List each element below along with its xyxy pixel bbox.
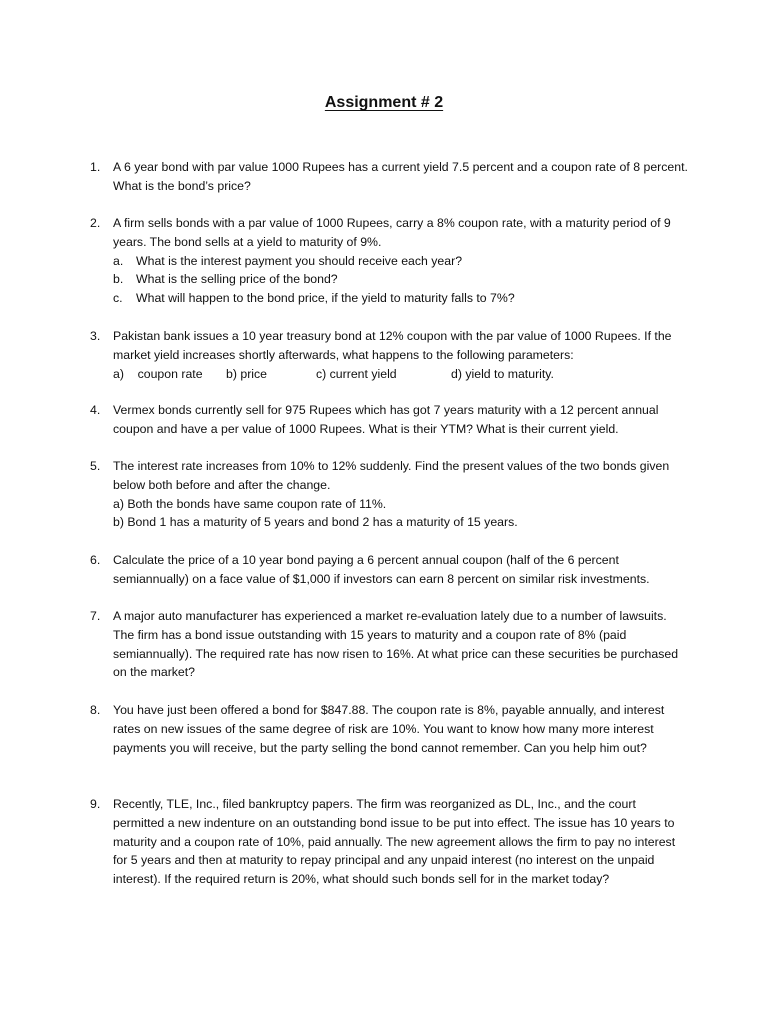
- question-number: 2.: [90, 216, 101, 230]
- question-number: 5.: [90, 459, 101, 473]
- question-body: [113, 457, 690, 532]
- options-row: [113, 365, 690, 384]
- question-7: [90, 607, 690, 682]
- question-number: 7.: [90, 609, 101, 623]
- question-text: The interest rate increases from 10% to 12% suddenly. Find the present values of the two bonds given below both before and after the change.: [113, 459, 670, 492]
- sub-question-a: [113, 252, 690, 271]
- question-line-a: a) Both the bonds have same coupon rate of 11%.: [113, 496, 387, 511]
- sub-question-text: What is the interest payment you should receive each year?: [136, 253, 463, 268]
- sub-question-letter: b.: [113, 272, 124, 287]
- question-5: [90, 457, 690, 532]
- question-9: [90, 795, 690, 889]
- question-number: 4.: [90, 403, 101, 417]
- question-line-b: b) Bond 1 has a maturity of 5 years and bond 2 has a maturity of 15 years.: [113, 515, 518, 530]
- question-number: 6.: [90, 553, 101, 567]
- question-text: Pakistan bank issues a 10 year treasury bond at 12% coupon with the par value of 1000 Rupees. If the market yield increases shortly afterwards, what happens to the following parameters:: [113, 329, 672, 362]
- question-3: [90, 327, 690, 383]
- question-text: You have just been offered a bond for $847.88. The coupon rate is 8%, payable annually, and interest rates on new issues of the same degree of risk are 10%. You want to know how many more interest payments you will receive, but the party selling the bond cannot remember. Can you help him out?: [113, 703, 665, 755]
- question-number: 9.: [90, 797, 101, 811]
- sub-question-text: What is the selling price of the bond?: [136, 272, 338, 287]
- question-text: A major auto manufacturer has experienced a market re-evaluation lately due to a number of lawsuits. The firm has a bond issue outstanding with 15 years to maturity and a coupon rate of 8% (paid semiannually). The required rate has now risen to 16%. At what price can these securities be purchased on the market?: [113, 609, 679, 680]
- sub-question-c: [113, 289, 690, 308]
- question-2: [90, 214, 690, 308]
- sub-question-text: What will happen to the bond price, if the yield to maturity falls to 7%?: [136, 291, 515, 306]
- option-a: a) coupon rate: [113, 366, 203, 381]
- question-number: 1.: [90, 160, 101, 174]
- question-body: [113, 327, 690, 383]
- question-number: 8.: [90, 703, 101, 717]
- question-text: Calculate the price of a 10 year bond paying a 6 percent annual coupon (half of the 6 percent semiannually) on a face value of $1,000 if investors can earn 8 percent on similar risk investments.: [113, 553, 650, 586]
- option-b: b) price: [226, 366, 268, 381]
- question-number: 3.: [90, 329, 101, 343]
- question-body: [113, 214, 690, 308]
- question-4: [90, 401, 690, 439]
- question-1: [90, 158, 690, 196]
- question-8: [90, 701, 690, 757]
- option-c: c) current yield: [316, 366, 397, 381]
- question-text: Recently, TLE, Inc., filed bankruptcy papers. The firm was reorganized as DL, Inc., and the court permitted a new indenture on an outstanding bond issue to be put into effect. The issue has 10 years to maturity and a coupon rate of 10%, paid annually. The new agreement allows the firm to pay no interest for 5 years and then at maturity to repay principal and any unpaid interest (no interest on the unpaid interest). If the required return is 20%, what should such bonds sell for in the market today?: [113, 797, 676, 887]
- question-text: A firm sells bonds with a par value of 1000 Rupees, carry a 8% coupon rate, with a maturity period of 9 years. The bond sells at a yield to maturity of 9%.: [113, 216, 671, 249]
- option-d: d) yield to maturity.: [451, 366, 554, 381]
- question-text: Vermex bonds currently sell for 975 Rupees which has got 7 years maturity with a 12 percent annual coupon and have a per value of 1000 Rupees. What is their YTM? What is their current yield.: [113, 403, 659, 436]
- page-title: Assignment # 2: [324, 94, 444, 111]
- sub-question-b: [113, 270, 690, 289]
- sub-question-letter: a.: [113, 253, 124, 268]
- question-text: A 6 year bond with par value 1000 Rupees has a current yield 7.5 percent and a coupon rate of 8 percent. What is the bond’s price?: [113, 160, 688, 193]
- question-6: [90, 551, 690, 589]
- sub-question-letter: c.: [113, 291, 123, 306]
